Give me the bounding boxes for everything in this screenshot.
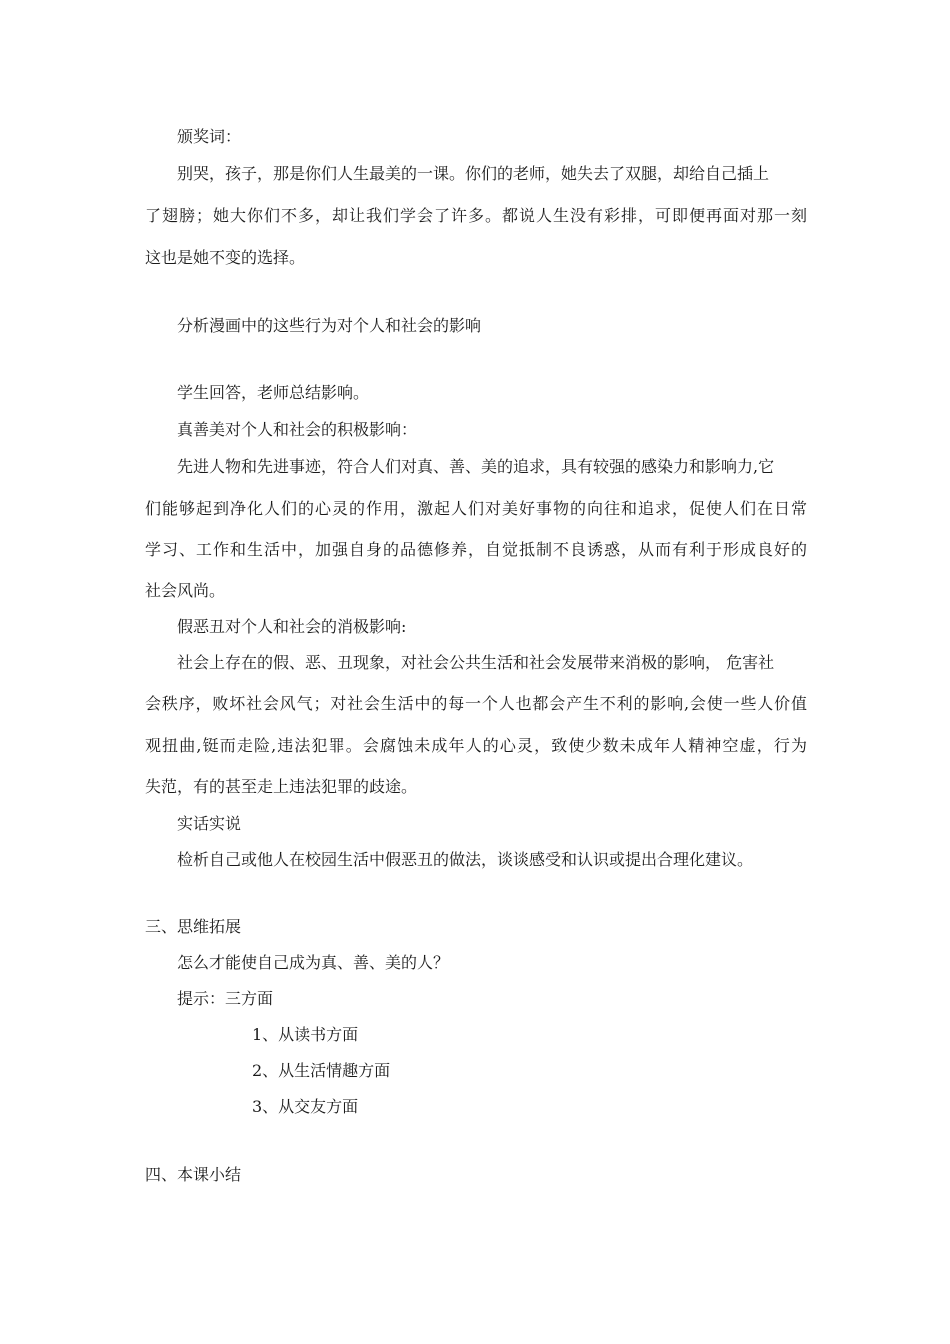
section-3-item-2: 2、从生活情趣方面 [252,1061,391,1080]
negative-paragraph-line-1: 社会上存在的假、恶、丑现象，对社会公共生活和社会发展带来消极的影响， 危害社 [177,653,775,672]
positive-paragraph-line-2: 们能够起到净化人们的心灵的作用，激起人们对美好事物的向往和追求，促使人们在日常 [145,499,807,518]
section-3-hint: 提示：三方面 [177,989,274,1008]
award-paragraph-line-3: 这也是她不变的选择。 [145,248,306,267]
section-3-item-3: 3、从交友方面 [252,1097,359,1116]
section-3-heading: 三、思维拓展 [145,917,242,936]
positive-paragraph-line-3: 学习、工作和生活中，加强自身的品德修养，自觉抵制不良诱惑，从而有利于形成良好的 [145,540,807,559]
section-4-heading: 四、本课小结 [145,1165,242,1184]
analysis-prompt: 分析漫画中的这些行为对个人和社会的影响 [177,316,482,335]
negative-paragraph-line-2: 会秩序，败坏社会风气；对社会生活中的每一个人也都会产生不利的影响,会使一些人价值 [145,694,807,713]
award-heading: 颁奖词： [177,127,242,146]
award-paragraph-line-1: 别哭，孩子，那是你们人生最美的一课。你们的老师，她失去了双腿，却给自己插上 [177,164,770,183]
section-3-question: 怎么才能使自己成为真、善、美的人？ [177,953,450,972]
award-paragraph-line-2: 了翅膀；她大你们不多，却让我们学会了许多。都说人生没有彩排，可即便再面对那一刻 [145,206,807,225]
negative-paragraph-line-4: 失范，有的甚至走上违法犯罪的歧途。 [145,777,418,796]
practice-heading: 实话实说 [177,814,242,833]
negative-paragraph-line-3: 观扭曲,铤而走险,违法犯罪。会腐蚀未成年人的心灵，致使少数未成年人精神空虚，行为 [145,736,807,755]
practice-text: 检析自己或他人在校园生活中假恶丑的做法，谈谈感受和认识或提出合理化建议。 [177,850,754,869]
negative-heading: 假恶丑对个人和社会的消极影响: [177,617,407,636]
student-answer: 学生回答，老师总结影响。 [177,383,370,402]
positive-paragraph-line-4: 社会风尚。 [145,581,226,600]
positive-heading: 真善美对个人和社会的积极影响： [177,420,418,439]
positive-paragraph-line-1: 先进人物和先进事迹，符合人们对真、善、美的追求，具有较强的感染力和影响力,它 [177,457,775,476]
section-3-item-1: 1、从读书方面 [252,1025,359,1044]
